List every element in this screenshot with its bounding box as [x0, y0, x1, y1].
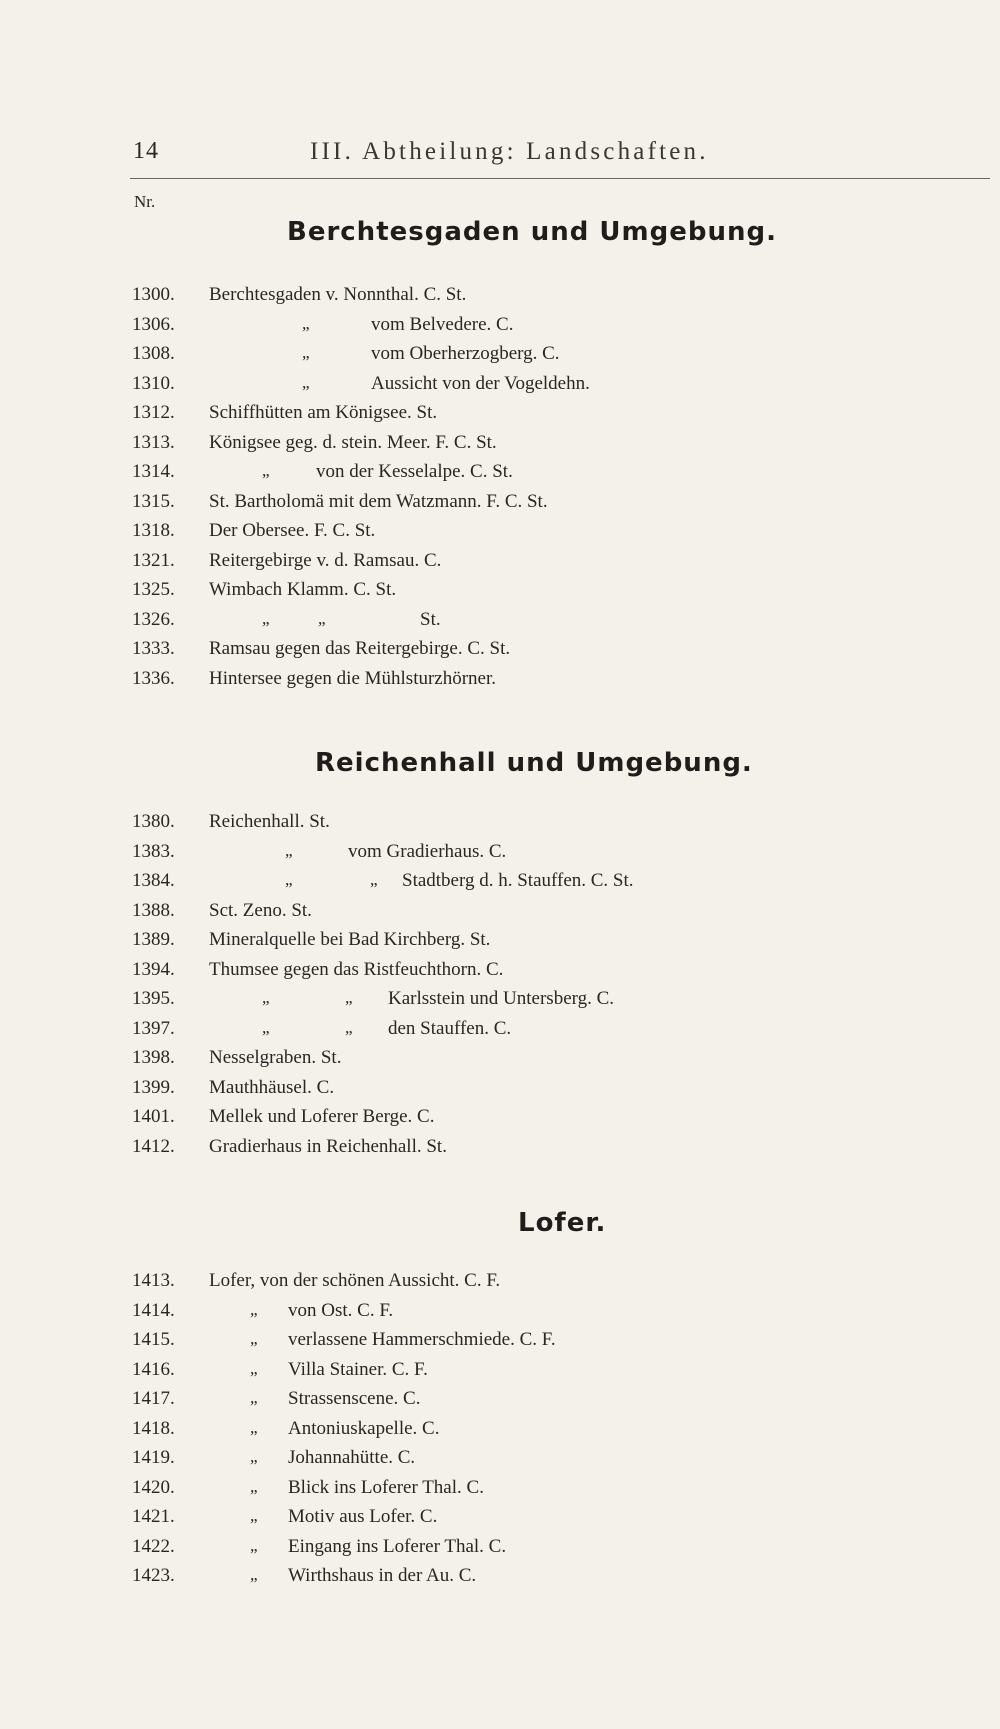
entry-text: St. [420, 608, 441, 630]
ditto-mark: „ [250, 1506, 258, 1525]
entry-number: 1315. [132, 490, 175, 512]
entry-text: Ramsau gegen das Reitergebirge. C. St. [209, 638, 511, 659]
entry-text: Motiv aus Lofer. C. [288, 1506, 438, 1527]
ditto-mark: „ [250, 1417, 258, 1437]
page-number: 14 [133, 138, 159, 164]
entry-text: vom Oberherzogberg. C. [371, 343, 560, 364]
entry-text: Antoniuskapelle. C. [288, 1417, 440, 1439]
entry-number: 1318. [132, 520, 175, 541]
ditto-mark: „ [345, 988, 353, 1007]
entry-number: 1423. [132, 1565, 175, 1586]
entry-text: St. Bartholomä mit dem Watzmann. F. C. St. [209, 490, 548, 512]
entry-number: 1398. [132, 1047, 175, 1068]
entry-text: Reitergebirge v. d. Ramsau. C. [209, 549, 442, 571]
entry-number: 1310. [132, 372, 175, 394]
entry-text: Hintersee gegen die Mühlsturzhörner. [209, 667, 497, 689]
entry-number: 1422. [132, 1535, 175, 1557]
entry-text: Schiffhütten am Königsee. St. [209, 402, 438, 423]
ditto-mark: „ [262, 1017, 270, 1037]
ditto-mark: „ [250, 1329, 258, 1348]
entry-text: Mellek und Loferer Berge. C. [209, 1106, 435, 1127]
running-head-title: III. Abtheilung: Landschaften. [310, 138, 709, 165]
ditto-mark: „ [370, 870, 378, 889]
entry-text: verlassene Hammerschmiede. C. F. [288, 1329, 556, 1350]
entry-number: 1397. [132, 1017, 175, 1039]
entry-number: 1419. [132, 1447, 175, 1468]
entry-text: Johannahütte. C. [288, 1447, 416, 1468]
entry-number: 1308. [132, 343, 175, 364]
entry-number: 1383. [132, 840, 175, 862]
entry-text: Villa Stainer. C. F. [288, 1358, 428, 1380]
ditto-mark: „ [250, 1447, 258, 1466]
ditto-mark: „ [285, 840, 293, 860]
ditto-mark: „ [262, 608, 270, 628]
entry-text: Der Obersee. F. C. St. [209, 520, 376, 541]
entry-number: 1321. [132, 549, 175, 571]
entry-number: 1417. [132, 1388, 175, 1409]
entry-text: Wimbach Klamm. C. St. [209, 579, 397, 600]
entry-number: 1388. [132, 899, 175, 921]
entry-number: 1333. [132, 638, 175, 659]
entry-number: 1389. [132, 929, 175, 950]
entry-number: 1394. [132, 958, 175, 980]
entry-text: Thumsee gegen das Ristfeuchthorn. C. [209, 958, 504, 980]
entry-number: 1325. [132, 579, 175, 600]
entry-text: vom Gradierhaus. C. [348, 840, 507, 862]
entry-text: Stadtberg d. h. Stauffen. C. St. [402, 870, 634, 891]
entry-text: Blick ins Loferer Thal. C. [288, 1476, 484, 1498]
entry-number: 1416. [132, 1358, 175, 1380]
ditto-mark: „ [318, 608, 326, 628]
ditto-mark: „ [250, 1299, 258, 1319]
entry-number: 1312. [132, 402, 175, 423]
entry-text: von der Kesselalpe. C. St. [316, 461, 513, 482]
entry-text: Karlsstein und Untersberg. C. [388, 988, 615, 1009]
entry-text: den Stauffen. C. [388, 1017, 512, 1039]
entry-number: 1420. [132, 1476, 175, 1498]
ditto-mark: „ [285, 870, 293, 889]
ditto-mark: „ [302, 313, 310, 333]
ditto-mark: „ [250, 1388, 258, 1407]
ditto-mark: „ [262, 461, 270, 480]
section-heading-reichenhall: Reichenhall und Umgebung. [315, 748, 753, 778]
entry-number: 1415. [132, 1329, 175, 1350]
entry-text: Aussicht von der Vogeldehn. [371, 372, 590, 394]
entry-text: Lofer, von der schönen Aussicht. C. F. [209, 1270, 501, 1291]
entry-number: 1314. [132, 461, 175, 482]
ditto-mark: „ [250, 1565, 258, 1584]
entry-text: Eingang ins Loferer Thal. C. [288, 1535, 507, 1557]
entry-text: vom Belvedere. C. [371, 313, 514, 335]
entry-number: 1380. [132, 811, 175, 832]
entry-number: 1421. [132, 1506, 175, 1527]
entry-number: 1399. [132, 1076, 175, 1098]
ditto-mark: „ [250, 1358, 258, 1378]
entry-number: 1326. [132, 608, 175, 630]
ditto-mark: „ [302, 343, 310, 362]
entry-text: Sct. Zeno. St. [209, 899, 312, 921]
entry-number: 1413. [132, 1270, 175, 1291]
ditto-mark: „ [250, 1476, 258, 1496]
running-head [130, 138, 990, 179]
ditto-mark: „ [250, 1535, 258, 1555]
section-heading-lofer: Lofer. [518, 1208, 607, 1238]
ditto-mark: „ [262, 988, 270, 1007]
entry-number: 1414. [132, 1299, 175, 1321]
entry-text: Strassenscene. C. [288, 1388, 421, 1409]
entry-text: Königsee geg. d. stein. Meer. F. C. St. [209, 431, 497, 453]
entry-text: Mineralquelle bei Bad Kirchberg. St. [209, 929, 491, 950]
entry-text: Wirthshaus in der Au. C. [288, 1565, 477, 1586]
number-column-label: Nr. [134, 192, 156, 211]
ditto-mark: „ [302, 372, 310, 392]
section-heading-berchtesgaden: Berchtesgaden und Umgebung. [287, 217, 777, 247]
entry-number: 1401. [132, 1106, 175, 1127]
entry-number: 1384. [132, 870, 175, 891]
entry-number: 1395. [132, 988, 175, 1009]
entry-number: 1306. [132, 313, 175, 335]
entry-number: 1336. [132, 667, 175, 689]
entry-number: 1300. [132, 284, 175, 305]
entry-number: 1412. [132, 1135, 175, 1157]
entry-text: Nesselgraben. St. [209, 1047, 342, 1068]
entry-text: Reichenhall. St. [209, 811, 330, 832]
entry-text: von Ost. C. F. [288, 1299, 394, 1321]
entry-number: 1418. [132, 1417, 175, 1439]
ditto-mark: „ [345, 1017, 353, 1037]
entry-text: Mauthhäusel. C. [209, 1076, 335, 1098]
entry-text: Gradierhaus in Reichenhall. St. [209, 1135, 447, 1157]
entry-text: Berchtesgaden v. Nonnthal. C. St. [209, 284, 467, 305]
entry-number: 1313. [132, 431, 175, 453]
